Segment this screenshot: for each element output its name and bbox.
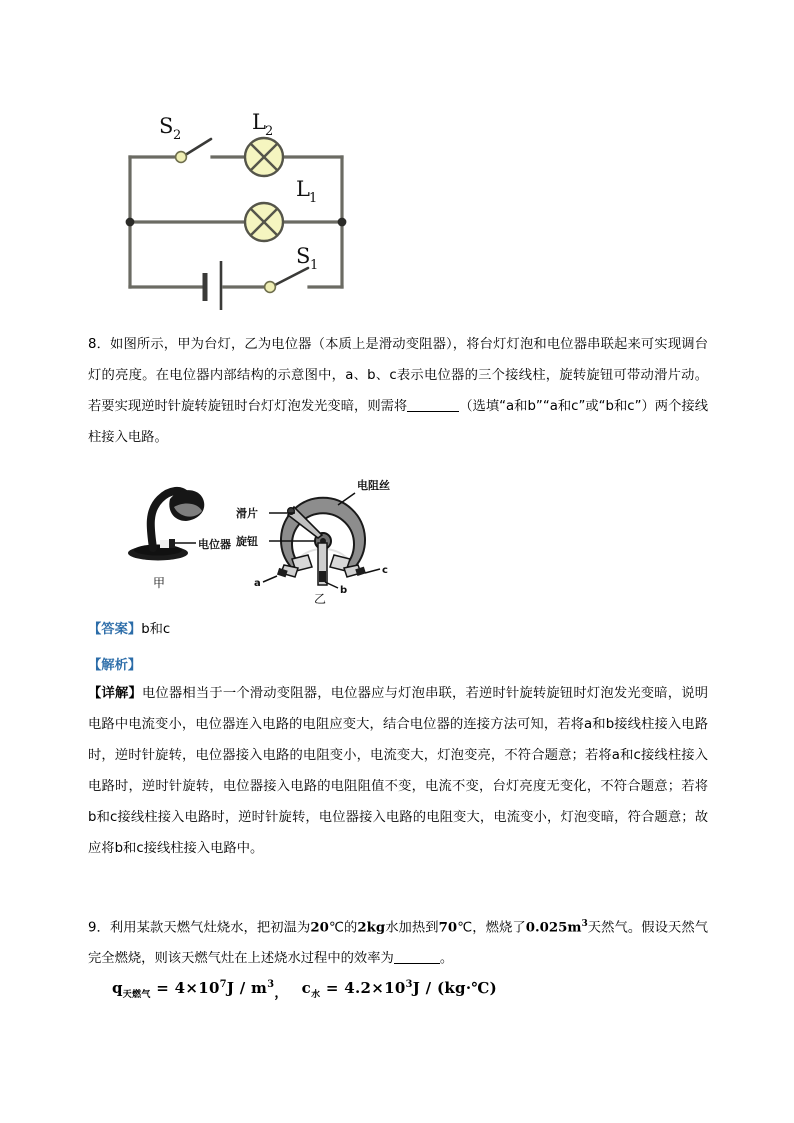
potentiometer-illustration [236,478,390,605]
question-9-seg2: 的 [343,920,358,936]
figure-caption-yi: 乙 [313,592,327,605]
question-9-volume-exponent: 3 [581,919,588,929]
question-9-unit-1: ℃ [328,920,344,936]
circuit-diagram-figure [104,105,374,310]
switch-symbol-s1 [265,268,308,292]
question-8-body-2: （选填“a和b”“a和c”或“b和c”）两个接线柱接入电路。 [88,399,708,445]
question-9-initial-temp: 20 [310,920,329,936]
label-s2: S [159,114,174,138]
formula-c-exponent: 3 [405,979,413,990]
formula-q-equation: = 4×10 [156,979,220,997]
potentiometer-figure [112,455,412,605]
label-s1-sub: 1 [310,258,319,273]
question-9-unit-2: ℃ [457,920,473,936]
desk-lamp-illustration [128,490,231,590]
question-9-seg5: 天然气。假设天然气完全燃烧，则该天燃气灶在上述烧水过程中的效率为 [88,920,709,967]
detail-text: 电位器相当于一个滑动变阻器，电位器应与灯泡串联，若逆时针旋转旋钮时灯泡发光变暗，说明电路中电流变小，电位器连入电路的电阻应变大，结合电位器的连接方法可知，若将a和b接线柱接入电路时，逆时针旋转，电位器接入电路的电阻变小，电流变大，灯泡变亮，不符合题意；若将a和c接线柱接入电路时，逆时针旋转，电位器接入电路的电阻阻值不变，电流不变，台灯亮度无变化，不符合题意；若将b和c接线柱接入电路时，逆时针旋转，电位器接入电路的电阻变大，电流变小，灯泡变暗，符合题意；故应将b和c接线柱接入电路中。 [88,686,709,856]
question-8-body-1: 如图所示，甲为台灯，乙为电位器（本质上是滑动变阻器），将台灯灯泡和电位器串联起来可实现调台灯的亮度。在电位器内部结构的示意图中，a、b、c表示电位器的三个接线柱，旋转旋钮可带动滑片动。若要实现逆时针旋转旋钮时台灯灯泡发光变暗，则需将 [88,337,708,414]
question-9-volume: 0.025m [525,920,582,936]
formula-c-equation: = 4.2×10 [325,979,406,997]
label-s1: S [296,244,311,268]
question-9-seg1: 利用某款天燃气灶烧水，把初温为 [109,920,311,936]
answer-line [88,614,708,645]
formula-c-subscript: 水 [311,990,321,1000]
formula-c-symbol: c [301,979,312,997]
question-9-blank[interactable] [394,949,440,964]
label-l1: L [296,177,310,201]
pot-terminal-c: c [382,565,388,576]
analysis-line [88,650,708,681]
formula-q-symbol: q [112,979,123,997]
question-9-seg4: ，燃烧了 [472,920,526,936]
pot-terminal-a: a [254,578,261,589]
label-l1-sub: 1 [309,191,318,206]
pot-label-potentiometer: 电位器 [198,538,231,551]
analysis-label: 【解析】 [88,658,142,673]
label-l2-sub: 2 [265,124,274,139]
question-8-number: 8． [88,337,111,352]
label-l2: L [252,110,266,134]
question-9-seg6: 。 [439,951,454,967]
pot-label-knob: 旋钮 [236,535,258,548]
question-9-number: 9． [88,920,110,936]
answer-value: b和c [141,622,171,637]
figure-caption-jia: 甲 [152,576,166,590]
question-9-seg3: 水加热到 [385,920,439,936]
question-8-text [88,329,708,453]
detail-label: 【详解】 [88,686,142,701]
question-9-mass: 2kg [357,920,386,936]
formula-q-exponent: 7 [219,979,227,990]
lamp-symbol-l2 [245,138,283,176]
formula-comma: ， [274,986,288,1001]
lamp-symbol-l1 [245,203,283,241]
pot-label-resistance-wire: 电阻丝 [357,479,390,492]
question-8-blank[interactable] [407,397,459,412]
formula-q-unit-exponent: 3 [267,979,275,990]
formula-constants [112,978,497,1000]
pot-terminal-b: b [340,585,348,596]
formula-q-subscript: 天燃气 [122,990,151,1000]
question-9-text [88,909,708,974]
detail-explanation [88,678,708,864]
formula-c-unit: J / (kg·℃) [412,979,498,997]
formula-q-unit: J / m [226,979,268,997]
answer-label: 【答案】 [88,622,142,637]
question-9-final-temp: 70 [438,920,458,936]
pot-label-slider: 滑片 [236,507,258,520]
label-s2-sub: 2 [173,128,182,143]
